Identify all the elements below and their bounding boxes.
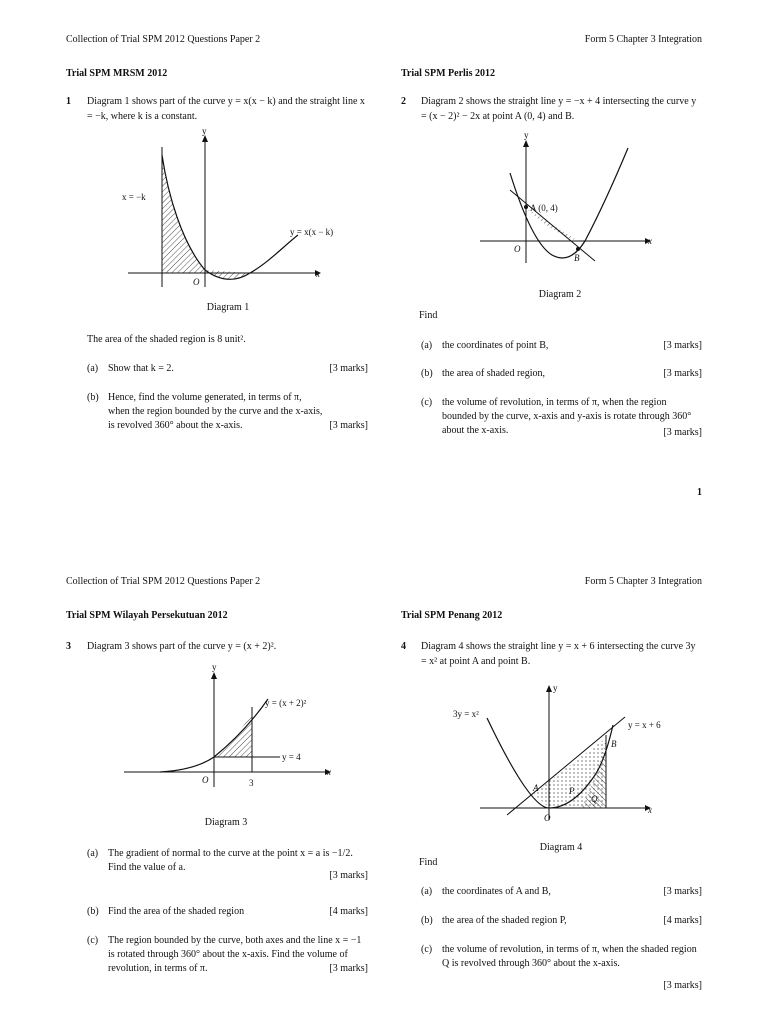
q2-part-c bbox=[421, 396, 702, 441]
d1-shaded-left bbox=[162, 155, 205, 273]
part-text: Show that k = 2. bbox=[108, 363, 174, 374]
d2-origin: O bbox=[514, 244, 521, 254]
part-label: (a) bbox=[421, 886, 433, 897]
d3-origin: O bbox=[202, 775, 209, 785]
d1-y-label: y bbox=[202, 126, 207, 136]
q4-text: Diagram 4 shows the straight line y = x + 6 intersecting the curve 3y = x² at point A and point B. bbox=[421, 641, 696, 667]
part-marks: [3 marks] bbox=[663, 368, 702, 379]
q2-section-title: Trial SPM Perlis 2012 bbox=[401, 68, 495, 79]
d4-a-label: A bbox=[533, 783, 539, 793]
q3-number: 3 bbox=[66, 641, 71, 652]
q3-part-a bbox=[87, 847, 368, 879]
part-text: Find the area of the shaded region bbox=[108, 906, 245, 917]
d1-origin: O bbox=[193, 277, 200, 287]
d2-point-b bbox=[576, 247, 580, 251]
part-marks: [4 marks] bbox=[663, 915, 702, 926]
q3-text: Diagram 3 shows part of the curve y = (x + 2)². bbox=[87, 641, 277, 652]
diagram-3 bbox=[120, 662, 340, 792]
q3-diagram-caption: Diagram 3 bbox=[204, 817, 248, 828]
d4-x-label: x bbox=[648, 805, 652, 815]
q3-part-b bbox=[87, 905, 368, 919]
part-marks: [3 marks] bbox=[663, 427, 702, 438]
page1-header-left: Collection of Trial SPM 2012 Questions Paper 2 bbox=[66, 34, 261, 45]
q4-part-b bbox=[421, 914, 702, 928]
q2-find: Find bbox=[419, 310, 438, 321]
part-marks: [3 marks] bbox=[329, 363, 368, 374]
part-text: Hence, find the volume generated, in terms of π, when the region bounded by the curve and the x-axis, is revolved 360° about the x-axis. bbox=[108, 392, 323, 431]
part-text: the coordinates of point B, bbox=[442, 340, 549, 351]
q4-number: 4 bbox=[401, 641, 406, 652]
d1-line-label: x = −k bbox=[122, 192, 146, 202]
part-text: the volume of revolution, in terms of π, when the shaded region Q is revolved through 360° about the x-axis. bbox=[442, 944, 697, 969]
d3-y-label: y bbox=[212, 662, 217, 672]
part-label: (a) bbox=[421, 340, 433, 351]
part-label: (c) bbox=[421, 397, 433, 408]
part-label: (b) bbox=[87, 906, 99, 917]
d2-b-label: B bbox=[574, 253, 580, 263]
q2-part-b bbox=[421, 367, 702, 381]
part-label: (c) bbox=[421, 944, 433, 955]
part-text: the coordinates of A and B, bbox=[442, 886, 551, 897]
part-text: the area of shaded region, bbox=[442, 368, 546, 379]
d3-line-label: y = 4 bbox=[282, 752, 301, 762]
d4-origin: O bbox=[544, 813, 551, 823]
part-label: (b) bbox=[421, 368, 433, 379]
diagram-1 bbox=[110, 125, 340, 295]
part-marks: [3 marks] bbox=[663, 340, 702, 351]
d3-x-label: x bbox=[327, 767, 331, 777]
d2-line bbox=[510, 190, 595, 261]
part-label: (c) bbox=[87, 935, 99, 946]
d3-curve-label: y = (x + 2)² bbox=[265, 698, 307, 708]
d4-p-label: P bbox=[569, 786, 575, 796]
q3-section-title: Trial SPM Wilayah Persekutuan 2012 bbox=[66, 610, 228, 621]
d2-y-label: y bbox=[524, 130, 529, 140]
q1-text: Diagram 1 shows part of the curve y = x(x − k) and the straight line x = −k, where k is a constant. bbox=[87, 96, 365, 122]
q4-diagram-caption: Diagram 4 bbox=[539, 842, 583, 853]
q4-section-title: Trial SPM Penang 2012 bbox=[401, 610, 503, 621]
q2-diagram-caption: Diagram 2 bbox=[538, 289, 582, 300]
part-marks: [3 marks] bbox=[663, 886, 702, 897]
q2-text: Diagram 2 shows the straight line y = −x + 4 intersecting the curve y = (x − 2)² − 2x at point A (0, 4) and B. bbox=[421, 96, 697, 122]
d4-q-label: Q bbox=[591, 794, 598, 804]
part-marks: [4 marks] bbox=[329, 906, 368, 917]
page2-header-right: Form 5 Chapter 3 Integration bbox=[584, 576, 702, 587]
part-marks: [3 marks] bbox=[329, 420, 368, 431]
q4-find: Find bbox=[419, 857, 438, 868]
d2-x-label: x bbox=[648, 236, 652, 246]
diagram-4 bbox=[445, 680, 675, 825]
diagram-2 bbox=[470, 130, 670, 268]
d3-tick-3: 3 bbox=[249, 778, 254, 788]
part-text: the area of the shaded region P, bbox=[442, 915, 567, 926]
part-label: (b) bbox=[421, 915, 433, 926]
d1-x-label: x bbox=[316, 269, 320, 279]
part-text: The region bounded by the curve, both axes and the line x = −1 is rotated through 360° about the x-axis. Find the volume of revolution, in terms of π. bbox=[108, 935, 362, 974]
d2-point-a bbox=[524, 205, 528, 209]
part-label: (a) bbox=[87, 363, 99, 374]
d1-curve-label: y = x(x − k) bbox=[290, 227, 334, 237]
d4-line-label: y = x + 6 bbox=[628, 720, 661, 730]
part-marks: [3 marks] bbox=[329, 870, 368, 881]
q1-part-b bbox=[87, 391, 368, 436]
d3-shaded bbox=[214, 714, 252, 757]
q1-diagram-caption: Diagram 1 bbox=[206, 302, 250, 313]
d4-curve-label: 3y = x² bbox=[453, 709, 479, 719]
part-label: (a) bbox=[87, 848, 99, 859]
part-marks: [3 marks] bbox=[663, 980, 702, 991]
part-text: the volume of revolution, in terms of π, when the region bounded by the curve, x-axis and y-axis is rotate through 360° about the x-axis. bbox=[442, 397, 692, 436]
page2-header-left: Collection of Trial SPM 2012 Questions Paper 2 bbox=[66, 576, 261, 587]
q1-part-a bbox=[87, 362, 368, 376]
part-marks: [3 marks] bbox=[329, 963, 368, 974]
q2-number: 2 bbox=[401, 96, 406, 107]
part-text: The gradient of normal to the curve at the point x = a is −1/2. Find the value of a. bbox=[108, 848, 353, 873]
d4-y-label: y bbox=[553, 683, 558, 693]
page-number: 1 bbox=[697, 487, 702, 498]
q2-part-a bbox=[421, 339, 702, 353]
q1-given: The area of the shaded region is 8 unit². bbox=[87, 334, 246, 345]
part-label: (b) bbox=[87, 392, 99, 403]
q1-number: 1 bbox=[66, 96, 71, 107]
d2-a-label: A (0, 4) bbox=[530, 203, 558, 213]
page1-header-right: Form 5 Chapter 3 Integration bbox=[584, 34, 702, 45]
q4-part-a bbox=[421, 885, 702, 899]
q1-section-title: Trial SPM MRSM 2012 bbox=[66, 68, 168, 79]
d4-b-label: B bbox=[611, 739, 617, 749]
q4-part-c bbox=[421, 943, 702, 993]
q3-part-c bbox=[87, 934, 368, 979]
